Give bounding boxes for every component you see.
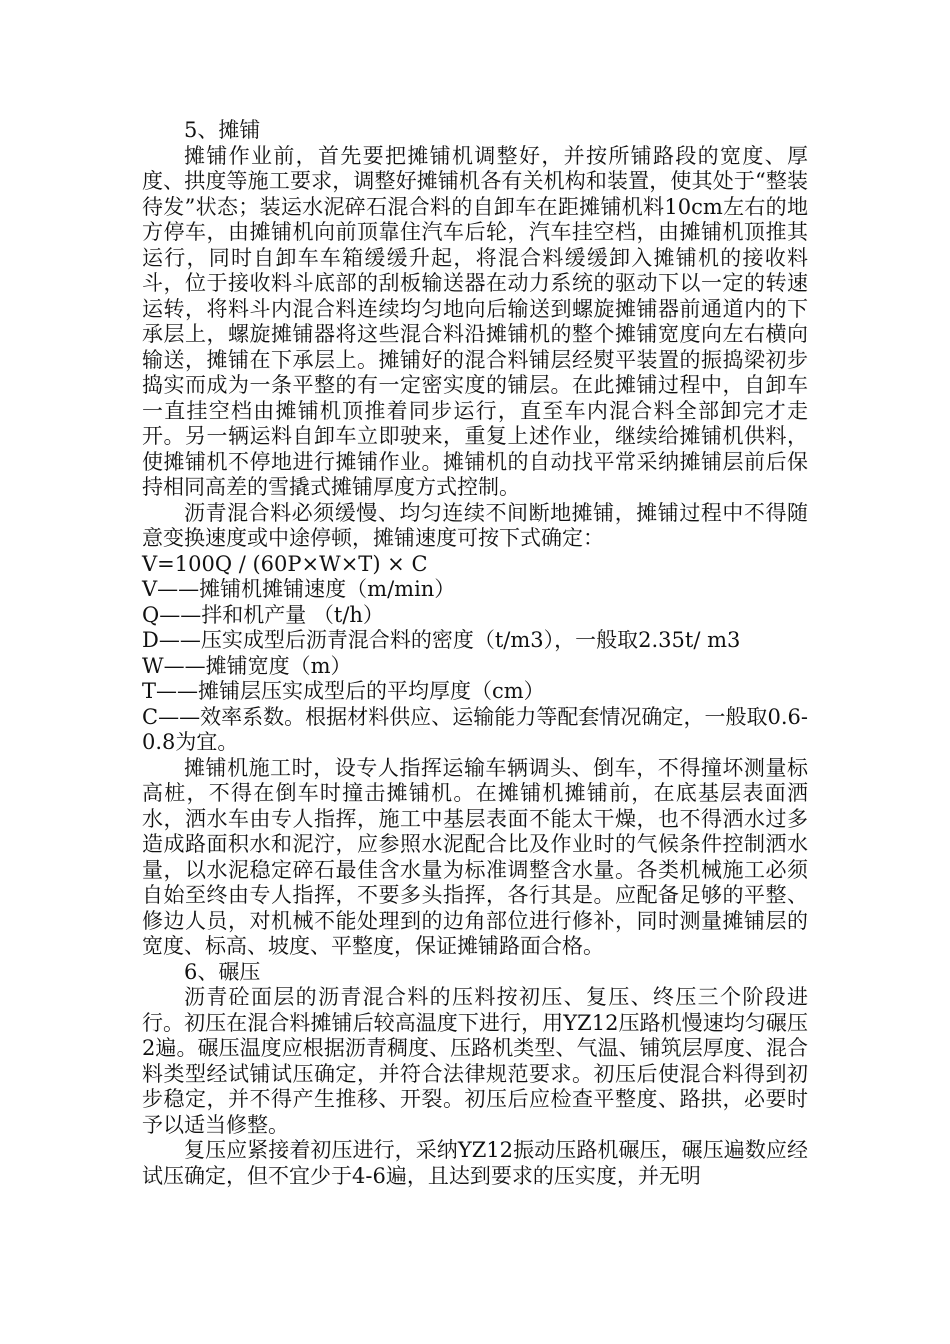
formula-line: Q——拌和机产量 （t/h） [142,602,384,627]
paragraph-paving-speed: 沥青混合料必须缓慢、均匀连续不间断地摊铺，摊铺过程中不得随意变换速度或中途停顿，摊铺速度可按下式确定： [142,500,808,550]
formula-line: D——压实成型后沥青混合料的密度（t/m3），一般取2.35t/ m3 [142,628,741,652]
formula-line: T——摊铺层压实成型后的平均厚度（cm） [142,679,545,703]
paragraph-initial-rolling: 沥青砼面层的沥青混合料的压料按初压、复压、终压三个阶段进行。初压在混合料摊铺后较高温度下进行，用YZ12压路机慢速均匀碾压2遍。碾压温度应根据沥青稠度、压路机类型、气温、铺筑层厚度、混合料类型经试铺试压确定，并符合法律规范要求。初压后使混合料得到初步稳定，并不得产生推移、开裂。初压后应检查平整度、路拱，必要时予以适当修整。 [142,985,808,1137]
section-heading-paving: 5、摊铺 [184,118,261,142]
formula-line: V=100Q / (60P×W×T) × C [142,551,428,576]
formula-line: C——效率系数。根据材料供应、运输能力等配套情况确定，一般取0.6-0.8为宜。 [142,704,808,754]
formula-line: W——摊铺宽度（m） [142,653,352,678]
formula-line: V——摊铺机摊铺速度（m/min） [142,577,456,601]
section-heading-rolling: 6、碾压 [184,959,261,984]
paragraph-paving-operation-notes: 摊铺机施工时，设专人指挥运输车辆调头、倒车，不得撞坏测量标高桩，不得在倒车时撞击摊铺机。在摊铺机摊铺前，在底基层表面洒水，洒水车由专人指挥，施工中基层表面不能太干燥，也不得洒水过多造成路面积水和泥泞，应参照水泥配合比及作业时的气候条件控制洒水量，以水泥稳定碎石最佳含水量为标准调整含水量。各类机械施工必须自始至终由专人指挥，不要多头指挥，各行其是。应配备足够的平整、修边人员，对机械不能处理到的边角部位进行修补，同时测量摊铺层的宽度、标高、坡度、平整度，保证摊铺路面合格。 [142,755,808,958]
paragraph-paving-procedure: 摊铺作业前，首先要把摊铺机调整好，并按所铺路段的宽度、厚度、拱度等施工要求，调整好摊铺机各有关机构和装置，使其处于“整装待发”状态；装运水泥碎石混合料的自卸车在距摊铺机料10cm左右的地方停车，由摊铺机向前顶靠住汽车后轮，汽车挂空档，由摊铺机顶推其运行，同时自卸车车箱缓缓升起，将混合料缓缓卸入摊铺机的接收料斗，位于接收料斗底部的刮板输送器在动力系统的驱动下以一定的转速运转，将料斗内混合料连续均匀地向后输送到螺旋摊铺器前通道内的下承层上，螺旋摊铺器将这些混合料沿摊铺机的整个摊铺宽度向左右横向输送，摊铺在下承层上。摊铺好的混合料铺层经熨平装置的振捣梁初步捣实而成为一条平整的有一定密实度的铺层。在此摊铺过程中，自卸车一直挂空档由摊铺机顶推着同步运行，直至车内混合料全部卸完才走开。另一辆运料自卸车立即驶来，重复上述作业，继续给摊铺机供料，使摊铺机不停地进行摊铺作业。摊铺机的自动找平常采纳摊铺层前后保持相同高差的雪撬式摊铺厚度方式控制。 [142,143,808,499]
paragraph-secondary-rolling: 复压应紧接着初压进行，采纳YZ12振动压路机碾压，碾压遍数应经试压确定，但不宜少于4-6遍，且达到要求的压实度，并无明 [142,1138,808,1188]
document-page [142,118,808,1189]
